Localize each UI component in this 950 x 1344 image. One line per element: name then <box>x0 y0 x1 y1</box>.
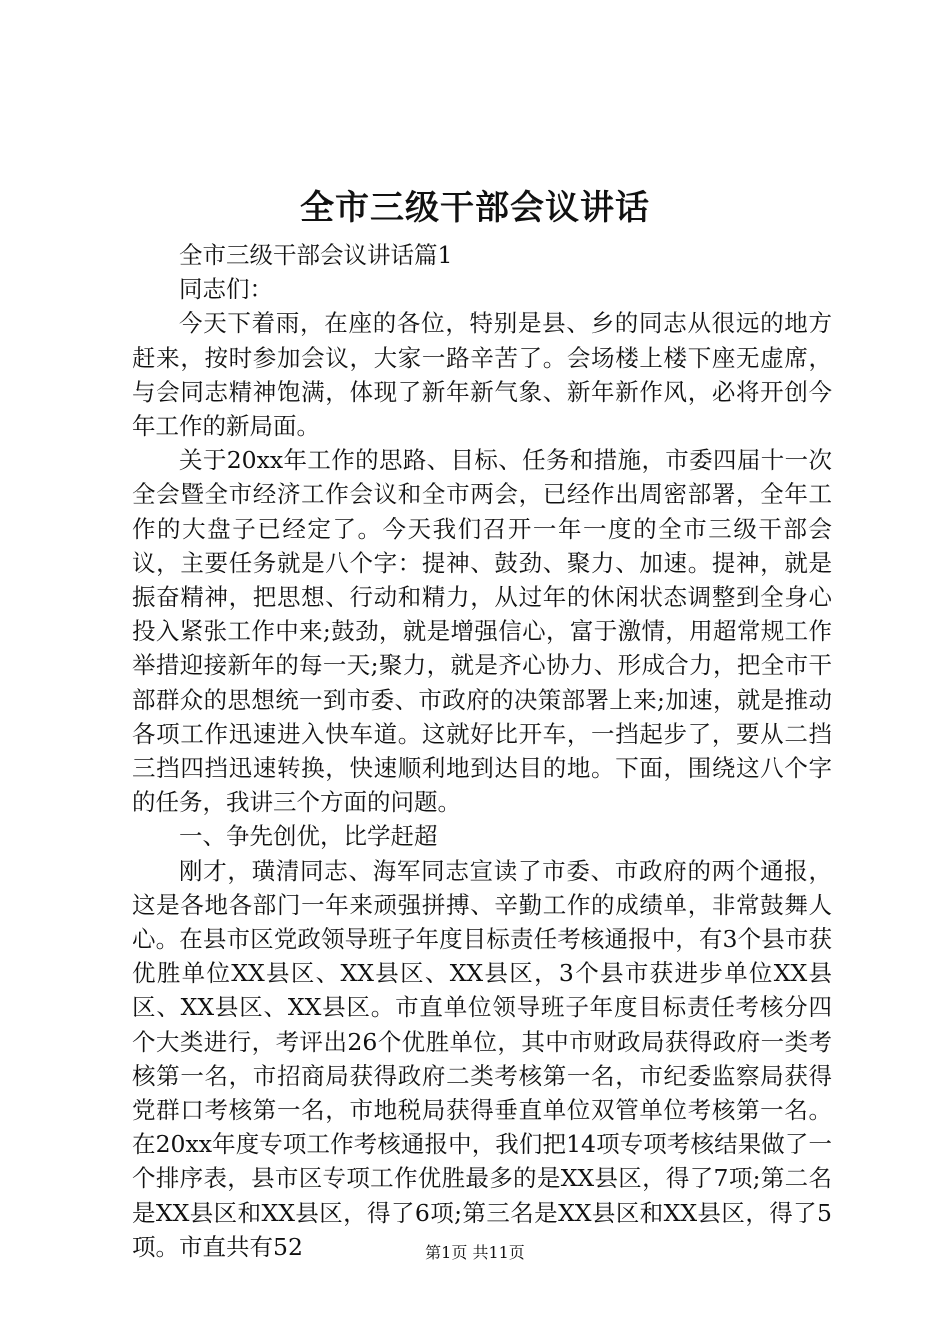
salutation: 同志们： <box>179 275 273 304</box>
body-paragraph: 刚才，璜清同志、海军同志宣读了市委、市政府的两个通报，这是各地各部门一年来顽强拼搏、辛勤工作的成绩单，非常鼓舞人心。在县市区党政领导班子年度目标责任考核通报中，有3个县市获优胜单位XX县区、XX县区、XX县区，3个县市获进步单位XX县区、XX县区、XX县区。市直单位领导班子年度目标责任考核分四个大类进行，考评出26个优胜单位，其中市财政局获得政府一类考核第一名，市招商局获得政府二类考核第一名，市纪委监察局获得党群口考核第一名，市地税局获得垂直单位双管单位考核第一名。在20xx年度专项工作考核通报中，我们把14项专项考核结果做了一个排序表，县市区专项工作优胜最多的是XX县区，得了7项;第二名是XX县区和XX县区，得了6项;第三名是XX县区和XX县区，得了5项。市直共有52 <box>132 856 832 1261</box>
body-paragraph: 关于20xx年工作的思路、目标、任务和措施，市委四届十一次全会暨全市经济工作会议和全市两会，已经作出周密部署，全年工作的大盘子已经定了。今天我们召开一年一度的全市三级干部会议，主要任务就是八个字：提神、鼓劲、聚力、加速。提神，就是振奋精神，把思想、行动和精力，从过年的休闲状态调整到全身心投入紧张工作中来;鼓劲，就是增强信心，富于激情，用超常规工作举措迎接新年的每一天;聚力，就是齐心协力、形成合力，把全市干部群众的思想统一到市委、市政府的决策部署上来;加速，就是推动各项工作迅速进入快车道。这就好比开车，一挡起步了，要从二挡三挡四挡迅速转换，快速顺利地到达目的地。下面，围绕这八个字的任务，我讲三个方面的问题。 <box>132 446 832 817</box>
body-paragraph: 今天下着雨，在座的各位，特别是县、乡的同志从很远的地方赶来，按时参加会议，大家一路辛苦了。会场楼上楼下座无虚席，与会同志精神饱满，体现了新年新气象、新年新作风，必将开创今年工作的新局面。 <box>132 309 832 441</box>
document-body <box>132 238 832 1264</box>
page-title: 全市三级干部会议讲话 <box>300 188 650 228</box>
section-heading: 一、争先创优，比学赶超 <box>179 822 438 851</box>
page-number-footer: 第1页 共11页 <box>425 1243 525 1262</box>
section-heading: 全市三级干部会议讲话篇1 <box>179 241 453 269</box>
